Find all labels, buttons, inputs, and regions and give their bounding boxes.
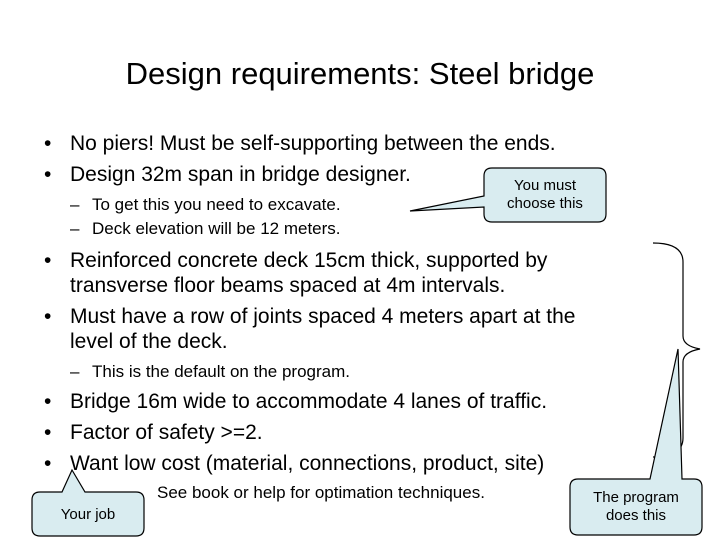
sub-bullet-elevation: Deck elevation will be 12 meters. xyxy=(92,219,341,238)
bullet-span: Design 32m span in bridge designer. xyxy=(70,163,411,186)
bullet-dot: • xyxy=(44,421,52,444)
bullet-dot: • xyxy=(44,163,52,186)
bullet-no-piers: No piers! Must be self-supporting between the ends. xyxy=(70,132,556,155)
slide-title: Design requirements: Steel bridge xyxy=(125,56,595,91)
you-must-line1: You must xyxy=(514,177,576,194)
bullet-safety: Factor of safety >=2. xyxy=(70,421,263,444)
sub-bullet-dash: – xyxy=(70,362,80,381)
bullet-dot: • xyxy=(44,452,52,475)
program-line1: The program xyxy=(593,489,679,506)
bullet-joints-line2: level of the deck. xyxy=(70,330,228,353)
bullet-width: Bridge 16m wide to accommodate 4 lanes of traffic. xyxy=(70,390,548,413)
bullet-dot: • xyxy=(44,132,52,155)
you-must-callout-text xyxy=(484,177,606,213)
you-must-line2: choose this xyxy=(507,195,583,212)
sub-bullet-dash: – xyxy=(70,219,80,238)
sub-bullet-optimization: See book or help for optimation techniques. xyxy=(157,483,485,502)
bullet-dot: • xyxy=(44,390,52,413)
bullet-deck-line2: transverse floor beams spaced at 4m intervals. xyxy=(70,274,506,297)
your-job-callout xyxy=(32,470,144,536)
your-job-callout-text: Your job xyxy=(60,506,116,523)
sub-bullet-excavate: To get this you need to excavate. xyxy=(92,195,341,214)
bullet-dot: • xyxy=(44,249,52,272)
sub-bullet-dash: – xyxy=(70,195,80,214)
bullet-dot: • xyxy=(44,305,52,328)
bullet-deck-line1: Reinforced concrete deck 15cm thick, supported by xyxy=(70,249,548,272)
bullet-joints-line1: Must have a row of joints spaced 4 meters apart at the xyxy=(70,305,576,328)
program-callout-text xyxy=(570,489,702,525)
sub-bullet-default: This is the default on the program. xyxy=(92,362,350,381)
bullet-cost: Want low cost (material, connections, product, site) xyxy=(70,452,545,475)
program-line2: does this xyxy=(605,507,667,524)
